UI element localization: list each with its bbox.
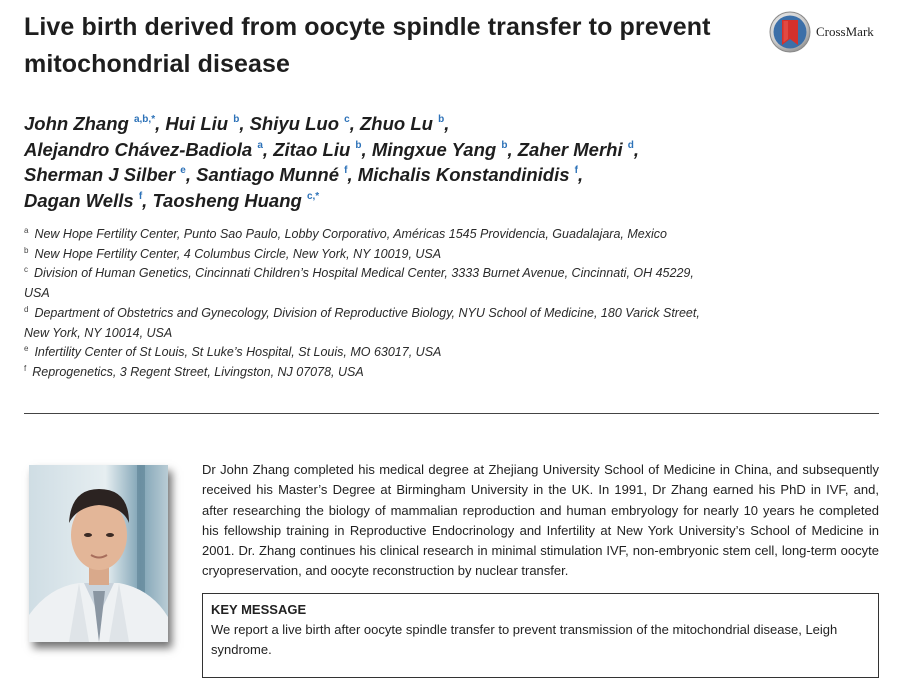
author-taosheng-huang[interactable] (152, 190, 319, 211)
author-sherman-j-silber[interactable] (24, 164, 186, 185)
author-separator: , (262, 138, 274, 160)
author-separator: , (347, 164, 358, 186)
author-affil-mark[interactable]: b (355, 139, 362, 151)
affiliation-item (24, 363, 704, 383)
author-name: Zhuo Lu (360, 113, 433, 134)
author-affil-mark[interactable]: c,* (306, 191, 320, 203)
author-alejandro-chavez-badiola[interactable] (24, 139, 263, 160)
key-message-heading: KEY MESSAGE (211, 602, 307, 617)
author-affil-mark[interactable]: a (257, 139, 263, 151)
author-santiago-munne[interactable] (196, 164, 347, 185)
affiliation-item (24, 343, 704, 363)
author-affil-mark[interactable]: b (501, 139, 508, 151)
affiliation-text: New Hope Fertility Center, 4 Columbus Circle, New York, NY 10019, USA (34, 246, 442, 261)
author-name: Shiyu Luo (249, 113, 340, 134)
author-shiyu-luo[interactable] (250, 113, 350, 134)
author-name: Mingxue Yang (371, 138, 497, 160)
crossmark-icon (769, 11, 811, 53)
affiliation-text: Division of Human Genetics, Cincinnati Children’s Hospital Medical Center, 3333 Burnet Avenue, Cincinnati, OH 45229, USA (24, 266, 694, 301)
author-name: Alejandro Chávez-Badiola (24, 138, 253, 160)
affiliation-item (24, 304, 704, 343)
affiliation-mark: b (24, 245, 29, 255)
author-list (24, 111, 724, 214)
author-hui-liu[interactable] (165, 113, 239, 134)
author-name: Zitao Liu (273, 138, 351, 160)
key-message-box (202, 593, 879, 678)
affiliation-mark: e (24, 344, 29, 354)
section-divider (24, 413, 879, 414)
author-separator: , (633, 138, 639, 160)
author-separator: , (578, 164, 584, 186)
author-separator: , (361, 138, 372, 160)
author-john-zhang[interactable] (24, 113, 155, 134)
affiliation-text: Infertility Center of St Louis, St Luke’s Hospital, St Louis, MO 63017, USA (34, 345, 442, 360)
affiliation-item (24, 245, 704, 265)
author-name: Hui Liu (165, 113, 229, 134)
author-zaher-merhi[interactable] (518, 139, 634, 160)
article-title: Live birth derived from oocyte spindle transfer to prevent mitochondrial disease (24, 13, 711, 78)
author-portrait (29, 465, 168, 642)
author-name: Sherman J Silber (24, 164, 176, 186)
crossmark-badge[interactable] (769, 11, 874, 53)
affiliation-mark: a (24, 226, 29, 235)
affiliation-item (24, 225, 704, 245)
author-mingxue-yang[interactable] (372, 139, 508, 160)
affiliation-text: New Hope Fertility Center, Punto Sao Paulo, Lobby Corporativo, Américas 1545 Providencia, Guadalajara, Mexico (34, 227, 667, 241)
author-zhuo-lu[interactable] (360, 113, 444, 134)
author-affil-mark[interactable]: b (438, 114, 445, 125)
author-separator: , (349, 113, 360, 134)
author-dagan-wells[interactable] (24, 190, 142, 211)
author-affil-mark[interactable]: a,b,* (133, 114, 156, 125)
affiliation-mark: d (24, 304, 29, 314)
affiliation-text: Department of Obstetrics and Gynecology, Division of Reproductive Biology, NYU School of Medicine, 180 Varick Street, New York, NY 10014, USA (24, 305, 700, 340)
author-affil-mark[interactable]: e (180, 165, 186, 177)
author-name: Michalis Konstandinidis (357, 164, 570, 186)
author-separator: , (185, 164, 197, 186)
author-affil-mark[interactable]: b (233, 114, 240, 125)
author-michalis-konstandinidis[interactable] (358, 164, 578, 185)
author-affil-mark[interactable]: c (344, 114, 350, 125)
author-separator: , (444, 113, 450, 134)
author-separator: , (507, 138, 518, 160)
author-separator: , (155, 113, 166, 134)
affiliation-text: Reprogenetics, 3 Regent Street, Livingston, NJ 07078, USA (32, 364, 364, 379)
author-separator: , (239, 113, 250, 134)
affiliation-mark: f (24, 363, 27, 373)
author-name: Santiago Munné (196, 164, 340, 186)
author-affil-mark[interactable]: f (574, 165, 579, 177)
author-name: Taosheng Huang (152, 190, 302, 212)
author-separator: , (142, 190, 153, 212)
affiliation-mark: c (24, 265, 28, 275)
key-message-text: We report a live birth after oocyte spindle transfer to prevent transmission of the mitochondrial disease, Leigh syndrome. (211, 622, 838, 658)
author-name: Zaher Merhi (517, 138, 623, 160)
author-affil-mark[interactable]: f (138, 191, 143, 203)
author-affil-mark[interactable]: f (344, 165, 348, 177)
author-name: John Zhang (24, 113, 129, 134)
crossmark-label: CrossMark (816, 24, 874, 39)
author-affil-mark[interactable]: d (627, 139, 634, 151)
affiliation-list (24, 225, 704, 383)
author-zitao-liu[interactable] (273, 139, 361, 160)
affiliation-item (24, 264, 704, 303)
author-biography: Dr John Zhang completed his medical degree at Zhejiang University School of Medicine in China, and subsequently received his Master’s Degree at Birmingham University in the UK. In 1991, Dr Zhang earned his PhD in IVF, and, after researching the biology of mammalian reproduction and human embryology for nearly 10 years he completed his fellowship training in Reproductive Endocrinology and Infertility at New York University’s School of Medicine in 2001. Dr. Zhang continues his clinical research in minimal stimulation IVF, non-embryonic stem cell, long-term oocyte cryopreservation, and oocyte reconstruction by nuclear transfer. (202, 462, 879, 579)
author-name: Dagan Wells (24, 190, 134, 212)
